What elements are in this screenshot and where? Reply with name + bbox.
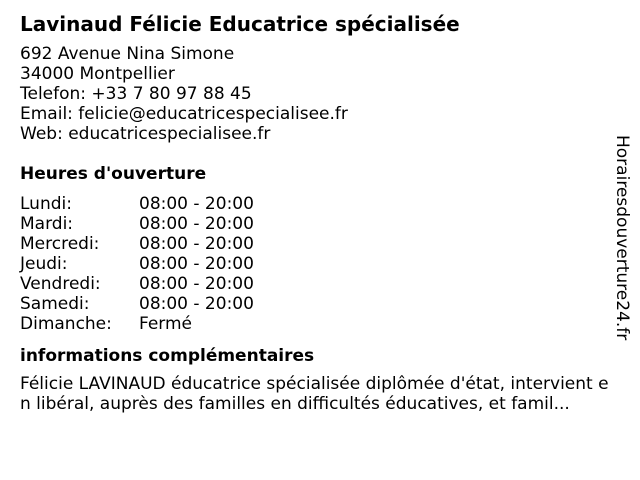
day-label: Vendredi:: [20, 274, 101, 294]
info-heading: informations complémentaires: [20, 346, 315, 366]
day-hours: 08:00 - 20:00: [139, 194, 254, 214]
hours-row-mardi: [20, 214, 600, 234]
day-hours: 08:00 - 20:00: [139, 274, 254, 294]
address-city: 34000 Montpellier: [20, 64, 175, 84]
day-label: Samedi:: [20, 294, 90, 314]
hours-row-mercredi: [20, 234, 600, 254]
email-line: Email: felicie@educatricespecialisee.fr: [20, 104, 348, 124]
hours-row-jeudi: [20, 254, 600, 274]
day-hours: 08:00 - 20:00: [139, 234, 254, 254]
address-street: 692 Avenue Nina Simone: [20, 44, 235, 64]
day-label: Mardi:: [20, 214, 74, 234]
day-label: Dimanche:: [20, 314, 112, 334]
day-hours: 08:00 - 20:00: [139, 294, 254, 314]
page-title: Lavinaud Félicie Educatrice spécialisée: [20, 12, 460, 36]
hours-row-vendredi: [20, 274, 600, 294]
phone-line: Telefon: +33 7 80 97 88 45: [20, 84, 252, 104]
day-hours: 08:00 - 20:00: [139, 254, 254, 274]
hours-row-dimanche: [20, 314, 600, 334]
web-line: Web: educatricespecialisee.fr: [20, 124, 271, 144]
hours-table: [20, 194, 600, 334]
day-label: Lundi:: [20, 194, 72, 214]
site-watermark: Horairesdouverture24.fr: [612, 135, 632, 341]
day-hours: Fermé: [139, 314, 193, 334]
hours-row-lundi: [20, 194, 600, 214]
contact-block: [20, 44, 600, 144]
info-description: Félicie LAVINAUD éducatrice spécialisée diplômée d'état, intervient en libéral, auprès des familles en difficultés éducatives, et famil...: [20, 374, 609, 414]
hours-heading: Heures d'ouverture: [20, 164, 207, 184]
hours-row-samedi: [20, 294, 600, 314]
business-card: [20, 12, 609, 414]
day-hours: 08:00 - 20:00: [139, 214, 254, 234]
day-label: Jeudi:: [20, 254, 68, 274]
day-label: Mercredi:: [20, 234, 100, 254]
